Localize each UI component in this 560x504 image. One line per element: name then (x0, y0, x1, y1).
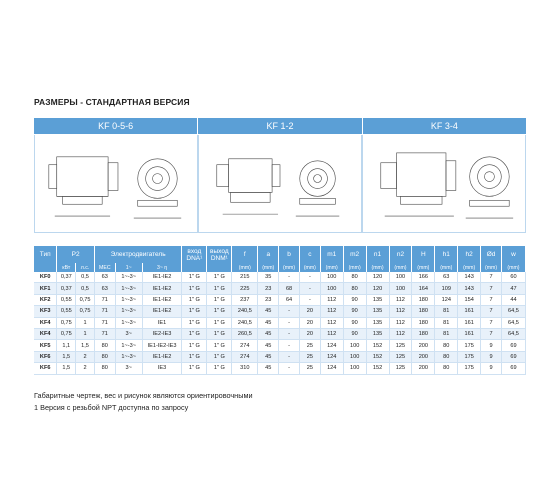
value-cell: 25 (299, 363, 320, 374)
value-cell: 100 (320, 283, 343, 294)
value-cell: 25 (299, 340, 320, 351)
value-cell: - (279, 340, 300, 351)
header-m1: m1 (320, 246, 343, 263)
value-cell: 64,5 (501, 317, 525, 328)
note-npt: 1 Версия с резьбой NPT доступна по запросу (34, 403, 189, 412)
unit-cell: (mm) (320, 263, 343, 272)
table-row (34, 283, 526, 294)
value-cell: 175 (458, 363, 481, 374)
unit-cell: 1~ (115, 263, 142, 272)
value-cell: 112 (389, 306, 412, 317)
value-cell: 124 (320, 351, 343, 362)
header-type: Тип (34, 246, 57, 263)
value-cell: 1" G (207, 272, 232, 283)
table-row (34, 340, 526, 351)
model-cell: KF6 (34, 351, 57, 362)
unit-cell: МЕС (94, 263, 115, 272)
value-cell: 1" G (182, 306, 207, 317)
value-cell: 25 (299, 351, 320, 362)
model-cell: KF4 (34, 317, 57, 328)
value-cell: 120 (366, 283, 389, 294)
value-cell: 81 (435, 306, 458, 317)
header-outlet: выход DNM¹ (207, 246, 232, 263)
value-cell: 71 (94, 328, 115, 339)
value-cell: 45 (258, 340, 279, 351)
value-cell: 71 (94, 306, 115, 317)
table-body (34, 272, 526, 374)
value-cell: 125 (389, 351, 412, 362)
header-p2: P2 (57, 246, 94, 263)
value-cell: 1" G (207, 351, 232, 362)
pump-drawing-kf34 (362, 135, 526, 233)
value-cell: 125 (389, 363, 412, 374)
value-cell: 1,1 (57, 340, 76, 351)
value-cell: 100 (389, 283, 412, 294)
value-cell: 135 (366, 294, 389, 305)
value-cell: 175 (458, 351, 481, 362)
value-cell: 166 (412, 272, 435, 283)
value-cell: 80 (94, 351, 115, 362)
value-cell: 100 (343, 363, 366, 374)
value-cell: 1 (76, 328, 95, 339)
value-cell: 143 (458, 283, 481, 294)
value-cell: 125 (389, 340, 412, 351)
value-cell: 109 (435, 283, 458, 294)
unit-cell: (mm) (232, 263, 258, 272)
value-cell: 23 (258, 283, 279, 294)
model-cell: KF4 (34, 328, 57, 339)
value-cell: 1" G (207, 363, 232, 374)
value-cell: 164 (412, 283, 435, 294)
unit-cell: 3~ η (142, 263, 182, 272)
technical-drawings (34, 135, 526, 233)
value-cell: 0,75 (76, 294, 95, 305)
value-cell: 2 (76, 351, 95, 362)
value-cell: 112 (320, 328, 343, 339)
value-cell: 0,75 (76, 306, 95, 317)
header-motor: Электродвигатель (94, 246, 181, 263)
note-approximate: Габаритные чертеж, вес и рисунок являются ориентировочными (34, 391, 253, 400)
value-cell: 161 (458, 317, 481, 328)
value-cell: 112 (389, 294, 412, 305)
value-cell: 9 (481, 363, 502, 374)
unit-cell (182, 263, 207, 272)
value-cell: 45 (258, 306, 279, 317)
value-cell: IE2-IE3 (142, 328, 182, 339)
value-cell: - (299, 294, 320, 305)
value-cell: 69 (501, 363, 525, 374)
value-cell: 63 (94, 283, 115, 294)
value-cell: 45 (258, 351, 279, 362)
header-a: a (258, 246, 279, 263)
unit-cell: (mm) (389, 263, 412, 272)
value-cell: 100 (320, 272, 343, 283)
value-cell: 1" G (182, 351, 207, 362)
header-c: c (299, 246, 320, 263)
value-cell: 64,5 (501, 328, 525, 339)
unit-cell: (mm) (435, 263, 458, 272)
table-unit-row (34, 263, 526, 272)
value-cell: 2 (76, 363, 95, 374)
header-m2: m2 (343, 246, 366, 263)
drawing-header-bar (34, 118, 526, 134)
unit-cell: кВт (57, 263, 76, 272)
value-cell: IE1-IE2 (142, 351, 182, 362)
value-cell: 1" G (182, 363, 207, 374)
value-cell: 69 (501, 351, 525, 362)
value-cell: 64,5 (501, 306, 525, 317)
header-n1: n1 (366, 246, 389, 263)
value-cell: 44 (501, 294, 525, 305)
table-row (34, 351, 526, 362)
value-cell: - (279, 317, 300, 328)
value-cell: 180 (412, 306, 435, 317)
value-cell: 152 (366, 363, 389, 374)
model-cell: KF1 (34, 283, 57, 294)
value-cell: 225 (232, 283, 258, 294)
value-cell: 1~-3~ (115, 283, 142, 294)
unit-cell: (mm) (458, 263, 481, 272)
pump-drawing-kf12-svg (199, 135, 361, 232)
unit-cell (34, 263, 57, 272)
value-cell: 1" G (207, 283, 232, 294)
value-cell: 1" G (182, 294, 207, 305)
value-cell: 100 (343, 351, 366, 362)
value-cell: 100 (343, 340, 366, 351)
value-cell: 161 (458, 306, 481, 317)
value-cell: 1" G (207, 294, 232, 305)
value-cell: 0,5 (76, 272, 95, 283)
value-cell: 0,37 (57, 283, 76, 294)
value-cell: 20 (299, 328, 320, 339)
value-cell: 0,55 (57, 294, 76, 305)
value-cell: 237 (232, 294, 258, 305)
value-cell: 1~-3~ (115, 351, 142, 362)
table-row (34, 294, 526, 305)
value-cell: 0,75 (57, 317, 76, 328)
value-cell: 180 (412, 317, 435, 328)
value-cell: 23 (258, 294, 279, 305)
value-cell: 215 (232, 272, 258, 283)
value-cell: IE1 (142, 317, 182, 328)
value-cell: 112 (320, 306, 343, 317)
value-cell: 1" G (207, 317, 232, 328)
model-cell: KF0 (34, 272, 57, 283)
value-cell: 143 (458, 272, 481, 283)
value-cell: 7 (481, 294, 502, 305)
value-cell: - (279, 272, 300, 283)
value-cell: 90 (343, 317, 366, 328)
value-cell: 1~-3~ (115, 306, 142, 317)
value-cell: 135 (366, 317, 389, 328)
value-cell: 1" G (207, 306, 232, 317)
value-cell: 0,55 (57, 306, 76, 317)
value-cell: 80 (435, 363, 458, 374)
value-cell: 180 (412, 328, 435, 339)
value-cell: 80 (435, 340, 458, 351)
table-row (34, 317, 526, 328)
value-cell: 1" G (182, 283, 207, 294)
value-cell: 274 (232, 351, 258, 362)
table-row (34, 272, 526, 283)
value-cell: 1,5 (76, 340, 95, 351)
value-cell: - (279, 306, 300, 317)
value-cell: 124 (435, 294, 458, 305)
value-cell: 80 (343, 272, 366, 283)
value-cell: 71 (94, 294, 115, 305)
value-cell: 200 (412, 351, 435, 362)
value-cell: IE1-IE2 (142, 283, 182, 294)
value-cell: 1~-3~ (115, 317, 142, 328)
value-cell: 47 (501, 283, 525, 294)
unit-cell: (mm) (481, 263, 502, 272)
value-cell: 1,5 (57, 351, 76, 362)
value-cell: 45 (258, 363, 279, 374)
value-cell: 274 (232, 340, 258, 351)
value-cell: - (299, 283, 320, 294)
pump-drawing-kf12 (198, 135, 362, 233)
value-cell: 161 (458, 328, 481, 339)
value-cell: 90 (343, 294, 366, 305)
value-cell: 7 (481, 272, 502, 283)
value-cell: 69 (501, 340, 525, 351)
value-cell: - (279, 363, 300, 374)
value-cell: IE1-IE2 (142, 294, 182, 305)
value-cell: 180 (412, 294, 435, 305)
value-cell: 80 (94, 340, 115, 351)
value-cell: 112 (389, 328, 412, 339)
unit-cell: (mm) (279, 263, 300, 272)
value-cell: IE1-IE2-IE3 (142, 340, 182, 351)
value-cell: 7 (481, 306, 502, 317)
value-cell: 310 (232, 363, 258, 374)
value-cell: 154 (458, 294, 481, 305)
unit-cell: (mm) (412, 263, 435, 272)
value-cell: 1~-3~ (115, 294, 142, 305)
value-cell: 1~-3~ (115, 340, 142, 351)
value-cell: 1~-3~ (115, 272, 142, 283)
value-cell: 135 (366, 328, 389, 339)
drawing-tab-kf056: KF 0-5-6 (34, 118, 198, 134)
value-cell: 135 (366, 306, 389, 317)
unit-cell: л.с. (76, 263, 95, 272)
model-cell: KF2 (34, 294, 57, 305)
value-cell: 0,75 (57, 328, 76, 339)
value-cell: 80 (435, 351, 458, 362)
header-b: b (279, 246, 300, 263)
value-cell: 81 (435, 328, 458, 339)
value-cell: 1" G (207, 328, 232, 339)
value-cell: 9 (481, 340, 502, 351)
unit-cell: (mm) (258, 263, 279, 272)
value-cell: 80 (343, 283, 366, 294)
unit-cell: (mm) (501, 263, 525, 272)
value-cell: 112 (320, 294, 343, 305)
header-f: f (232, 246, 258, 263)
pump-drawing-kf056-svg (35, 135, 197, 232)
value-cell: 20 (299, 317, 320, 328)
value-cell: 120 (366, 272, 389, 283)
unit-cell: (mm) (299, 263, 320, 272)
value-cell: 7 (481, 283, 502, 294)
header-inlet: вход DNA¹ (182, 246, 207, 263)
value-cell: 3~ (115, 363, 142, 374)
value-cell: 175 (458, 340, 481, 351)
table-header-row (34, 246, 526, 263)
value-cell: 1" G (182, 317, 207, 328)
pump-drawing-kf056 (34, 135, 198, 233)
drawing-tab-kf12: KF 1-2 (198, 118, 362, 134)
unit-cell: (mm) (366, 263, 389, 272)
value-cell: 1" G (182, 328, 207, 339)
value-cell: 90 (343, 328, 366, 339)
value-cell: - (299, 272, 320, 283)
header-h1: h1 (435, 246, 458, 263)
value-cell: 35 (258, 272, 279, 283)
unit-cell: (mm) (343, 263, 366, 272)
table-row (34, 328, 526, 339)
header-w: w (501, 246, 525, 263)
value-cell: 240,5 (232, 306, 258, 317)
value-cell: 1" G (182, 340, 207, 351)
value-cell: 200 (412, 340, 435, 351)
value-cell: 63 (94, 272, 115, 283)
value-cell: 152 (366, 340, 389, 351)
header-n2: n2 (389, 246, 412, 263)
value-cell: 240,5 (232, 317, 258, 328)
value-cell: 124 (320, 363, 343, 374)
value-cell: IE1-IE2 (142, 272, 182, 283)
value-cell: 64 (279, 294, 300, 305)
value-cell: - (279, 328, 300, 339)
value-cell: 60 (501, 272, 525, 283)
pump-drawing-kf34-svg (363, 135, 525, 232)
page-title: РАЗМЕРЫ - СТАНДАРТНАЯ ВЕРСИЯ (34, 97, 190, 107)
value-cell: IE1-IE2 (142, 306, 182, 317)
model-cell: KF3 (34, 306, 57, 317)
model-cell: KF6 (34, 363, 57, 374)
header-h: H (412, 246, 435, 263)
value-cell: 200 (412, 363, 435, 374)
value-cell: 1,5 (57, 363, 76, 374)
value-cell: 1 (76, 317, 95, 328)
value-cell: IE3 (142, 363, 182, 374)
table-row (34, 363, 526, 374)
value-cell: - (279, 351, 300, 362)
value-cell: 0,5 (76, 283, 95, 294)
value-cell: 90 (343, 306, 366, 317)
header-h2: h2 (458, 246, 481, 263)
model-cell: KF5 (34, 340, 57, 351)
value-cell: 124 (320, 340, 343, 351)
value-cell: 68 (279, 283, 300, 294)
value-cell: 152 (366, 351, 389, 362)
value-cell: 260,5 (232, 328, 258, 339)
value-cell: 71 (94, 317, 115, 328)
value-cell: 81 (435, 317, 458, 328)
value-cell: 7 (481, 328, 502, 339)
dimensions-table (34, 246, 526, 375)
value-cell: 100 (389, 272, 412, 283)
value-cell: 1" G (207, 340, 232, 351)
value-cell: 3~ (115, 328, 142, 339)
value-cell: 1" G (182, 272, 207, 283)
table-row (34, 306, 526, 317)
value-cell: 45 (258, 328, 279, 339)
unit-cell (207, 263, 232, 272)
value-cell: 80 (94, 363, 115, 374)
value-cell: 63 (435, 272, 458, 283)
value-cell: 45 (258, 317, 279, 328)
value-cell: 112 (320, 317, 343, 328)
value-cell: 112 (389, 317, 412, 328)
value-cell: 7 (481, 317, 502, 328)
value-cell: 9 (481, 351, 502, 362)
value-cell: 0,37 (57, 272, 76, 283)
drawing-tab-kf34: KF 3-4 (363, 118, 526, 134)
header-d: Ød (481, 246, 502, 263)
value-cell: 20 (299, 306, 320, 317)
